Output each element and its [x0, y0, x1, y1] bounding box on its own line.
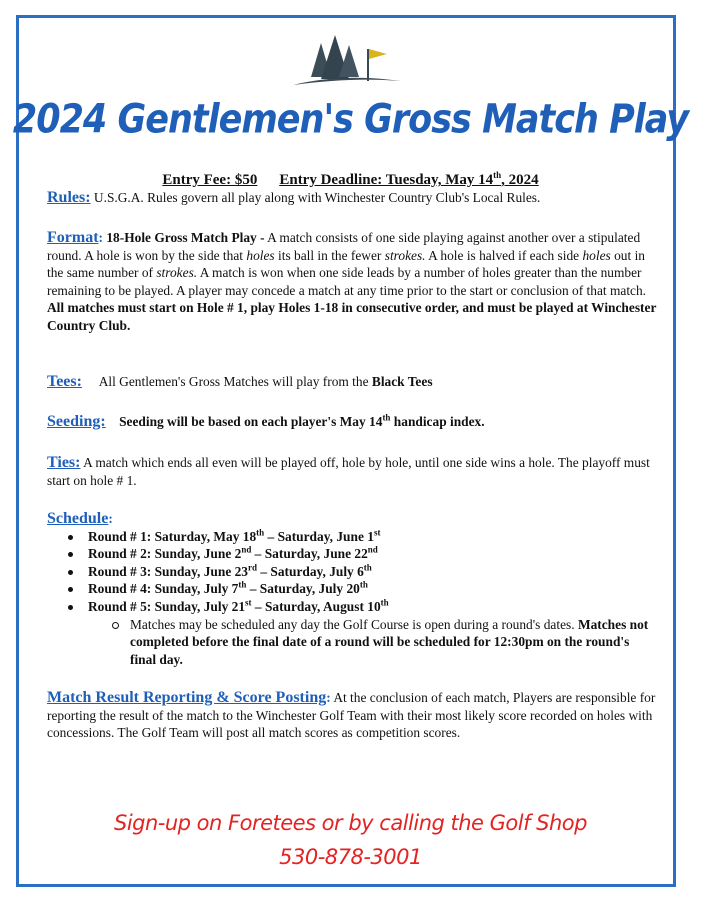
tees-heading: Tees:	[47, 373, 82, 390]
page-border	[16, 15, 676, 887]
rules-section	[47, 189, 657, 207]
list-item: Round # 3: Sunday, June 23rd – Saturday, July 6th	[88, 563, 657, 581]
reporting-section: Match Result Reporting & Score Posting: At the conclusion of each match, Players are responsible for reporting the result of the match to the Winchester Golf Team with their most likely score recorded on holes with concessions. The Golf Team will post all match scores as competition scores.	[47, 689, 656, 741]
signup-callout	[0, 806, 701, 874]
ties-section: Ties: A match which ends all even will be played off, hole by hole, until one side wins a hole. The playoff must start on hole # 1.	[47, 454, 650, 488]
format-section: Format: 18-Hole Gross Match Play - A match consists of one side playing against another over a stipulated round. A hole is won by the side that holes its ball in the fewer strokes. A hole is halved if each side holes out in the same number of strokes. A match is won when one side leads by a number of holes greater than the number remaining to be played. A player may concede a match at any time prior to the start or conclusion of that match. All matches must start on Hole # 1, play Holes 1-18 in consecutive order, and must be played at Winchester Country Club.	[47, 229, 657, 333]
list-item: Round # 4: Sunday, July 7th – Saturday, July 20th	[88, 580, 657, 598]
rules-text: U.S.G.A. Rules govern all play along with Winchester Country Club's Local Rules.	[93, 190, 541, 205]
rules-heading: Rules:	[47, 189, 91, 206]
list-item: Round # 1: Saturday, May 18th – Saturday, June 1st	[88, 528, 657, 546]
list-item: Round # 5: Sunday, July 21st – Saturday, August 10th	[88, 598, 657, 616]
signup-phone: 530-878-3001	[279, 845, 422, 869]
round-list	[47, 528, 657, 616]
format-heading: Format	[47, 229, 99, 246]
tees-section: Tees: All Gentlemen's Gross Matches will play from the Black Tees	[47, 373, 433, 390]
reporting-heading: Match Result Reporting & Score Posting	[47, 689, 327, 706]
entry-deadline: Entry Deadline: Tuesday, May 14th, 2024	[279, 170, 539, 188]
page-title: 2024 Gentlemen's Gross Match Play	[12, 97, 689, 143]
schedule-note: Matches may be scheduled any day the Golf Course is open during a round's dates. Matches not completed before the final date of a round will be scheduled for 12:30pm on the round's final day.	[130, 616, 657, 669]
list-item: Round # 2: Sunday, June 2nd – Saturday, June 22nd	[88, 545, 657, 563]
seeding-heading: Seeding:	[47, 413, 106, 430]
pine-trees-flag-logo-icon	[283, 33, 413, 89]
ties-heading: Ties:	[47, 454, 81, 471]
entry-info	[0, 172, 701, 189]
schedule-heading: Schedule	[47, 510, 109, 527]
entry-fee: Entry Fee: $50	[162, 172, 258, 188]
schedule-section: Schedule: Round # 1: Saturday, May 18th – Saturday, June 1st Round # 2: Sunday, June 2nd – Saturday, June 22nd Round # 3: Sunday, June 23rd – Saturday, July 6th Round # 4: Sunday, July 7th – Saturday, July 20th Round # 5: Sunday, July 21st – Saturday, August 10th Matches may be scheduled any day the Golf Course is open during a round's dates. Matches not completed before the final date of a round will be scheduled for 12:30pm on the round's final day.	[47, 510, 657, 668]
signup-text: Sign-up on Foretees or by calling the Golf Shop	[113, 811, 587, 835]
seeding-section: Seeding: Seeding will be based on each player's May 14th handicap index.	[47, 412, 485, 430]
